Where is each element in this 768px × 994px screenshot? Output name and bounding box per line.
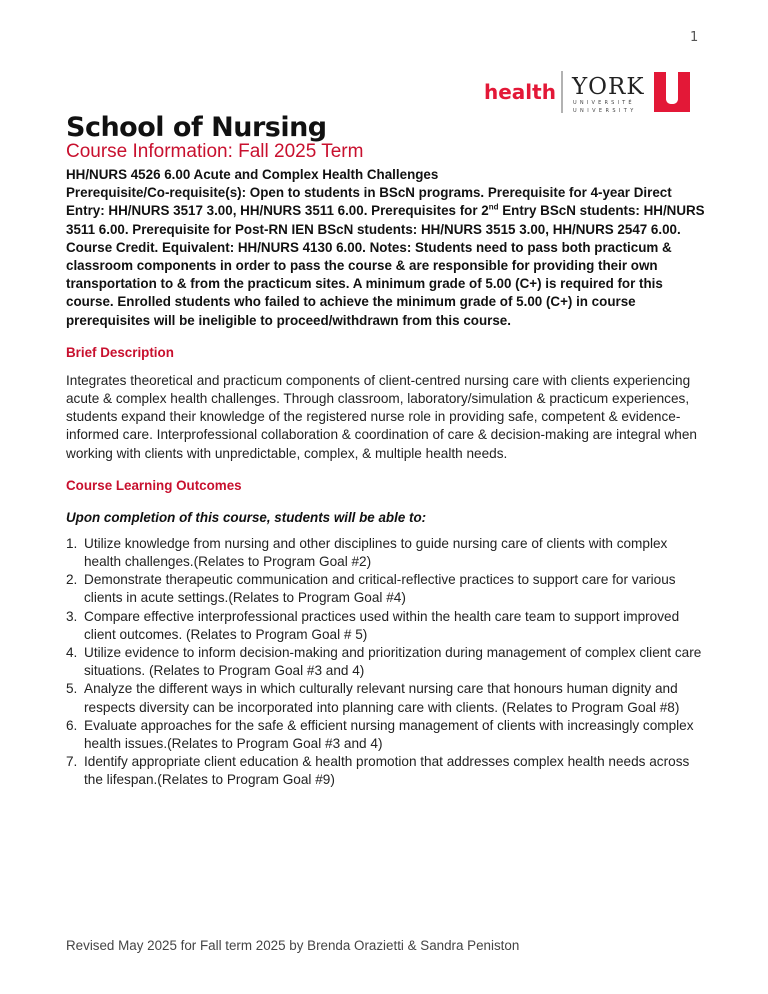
term-heading: Course Information: Fall 2025 Term [66,141,364,162]
learning-outcomes-heading: Course Learning Outcomes [66,477,242,493]
course-info [66,166,706,330]
york-wordmark: YORK [572,74,645,100]
list-item-number: 4. [66,645,78,661]
health-wordmark: health [484,80,556,104]
universite-wordmark: UNIVERSITÉ [573,100,635,106]
list-item-number: 7. [66,754,78,770]
list-item [66,717,706,753]
list-item-text: Demonstrate therapeutic communication and critical-reflective practices to support care for various clients in acute settings.(Relates to Program Goal #4) [84,572,676,606]
document-body [66,140,706,790]
list-item-text: Compare effective interprofessional practices used within the health care team to support improved client outcomes. (Relates to Program Goal # 5) [84,608,680,642]
learning-outcomes-intro: Upon completion of this course, students will be able to: [66,509,427,525]
list-item-text: Utilize knowledge from nursing and other disciplines to guide nursing care of clients with complex health challenges.(Relates to Program Goal #2) [84,535,668,570]
list-item-text: Analyze the different ways in which culturally relevant nursing care that honours human dignity and respects diversity can be incorporated into planning care with clients. (Relates to Program Goal #8) [84,681,680,715]
list-item-number: 3. [66,608,78,624]
requisites-superscript: nd [488,202,499,212]
list-item-number: 5. [66,681,78,697]
brief-description-text: Integrates theoretical and practicum components of client-centred nursing care with clients experiencing acute & complex health challenges. Through classroom, laboratory/simulation & practicum experiences, students expand their knowledge of the registered nurse role in providing safe, competent & evidence-informed care. Interprofessional collaboration & coordination of care & decision-making are integral when working with clients with unpredictable, complex, & multiple health needs. [66,372,697,461]
list-item-number: 2. [66,572,78,588]
list-item [66,753,706,789]
page-title: School of Nursing [66,112,327,143]
learning-outcomes-list [66,535,706,790]
brief-description-heading: Brief Description [66,344,174,360]
york-logo-icon [484,68,694,116]
york-health-logo [484,68,694,116]
list-item-text: Identify appropriate client education & health promotion that addresses complex health needs across the lifespan.(Relates to Program Goal #9) [84,754,690,788]
requisites-text-1: Prerequisite/Co-requisite(s): Open to students in BScN programs. Prerequisite for 4-year Direct Entry: HH/NURS 3517 3.00, HH/NURS 3511 6.00. Prerequisites for 2 [66,185,672,219]
list-item [66,535,706,571]
list-item [66,644,706,680]
list-item-number: 1. [66,535,78,551]
university-wordmark: UNIVERSITY [573,108,637,114]
list-item-text: Utilize evidence to inform decision-making and prioritization during management of complex client care situations. (Relates to Program Goal #3 and 4) [84,645,702,679]
page-number: 1 [690,30,699,45]
list-item-number: 6. [66,717,78,733]
list-item [66,571,706,607]
page-footer: Revised May 2025 for Fall term 2025 by Brenda Orazietti & Sandra Peniston [66,938,520,953]
list-item [66,680,706,716]
course-requisites [66,184,706,330]
course-code-title: HH/NURS 4526 6.00 Acute and Complex Health Challenges [66,167,439,182]
list-item [66,608,706,644]
list-item-text: Evaluate approaches for the safe & efficient nursing management of clients with increasingly complex health issues.(Relates to Program Goal #3 and 4) [84,717,694,752]
requisites-text-2: Entry BScN students: HH/NURS 3511 6.00. Prerequisite for Post-RN IEN BScN students: HH/NURS 3515 3.00, HH/NURS 2547 6.00. Course Credit. Equivalent: HH/NURS 4130 6.00. Notes: Students need to pass both practicum & classroom components in order to pass the course & are responsible for providing their own transportation to & from the practicum sites. A minimum grade of 5.00 (C+) is required for this course. Enrolled students who failed to achieve the minimum grade of 5.00 (C+) in course prerequisites will be ineligible to proceed/withdrawn from this course. [66,203,705,328]
